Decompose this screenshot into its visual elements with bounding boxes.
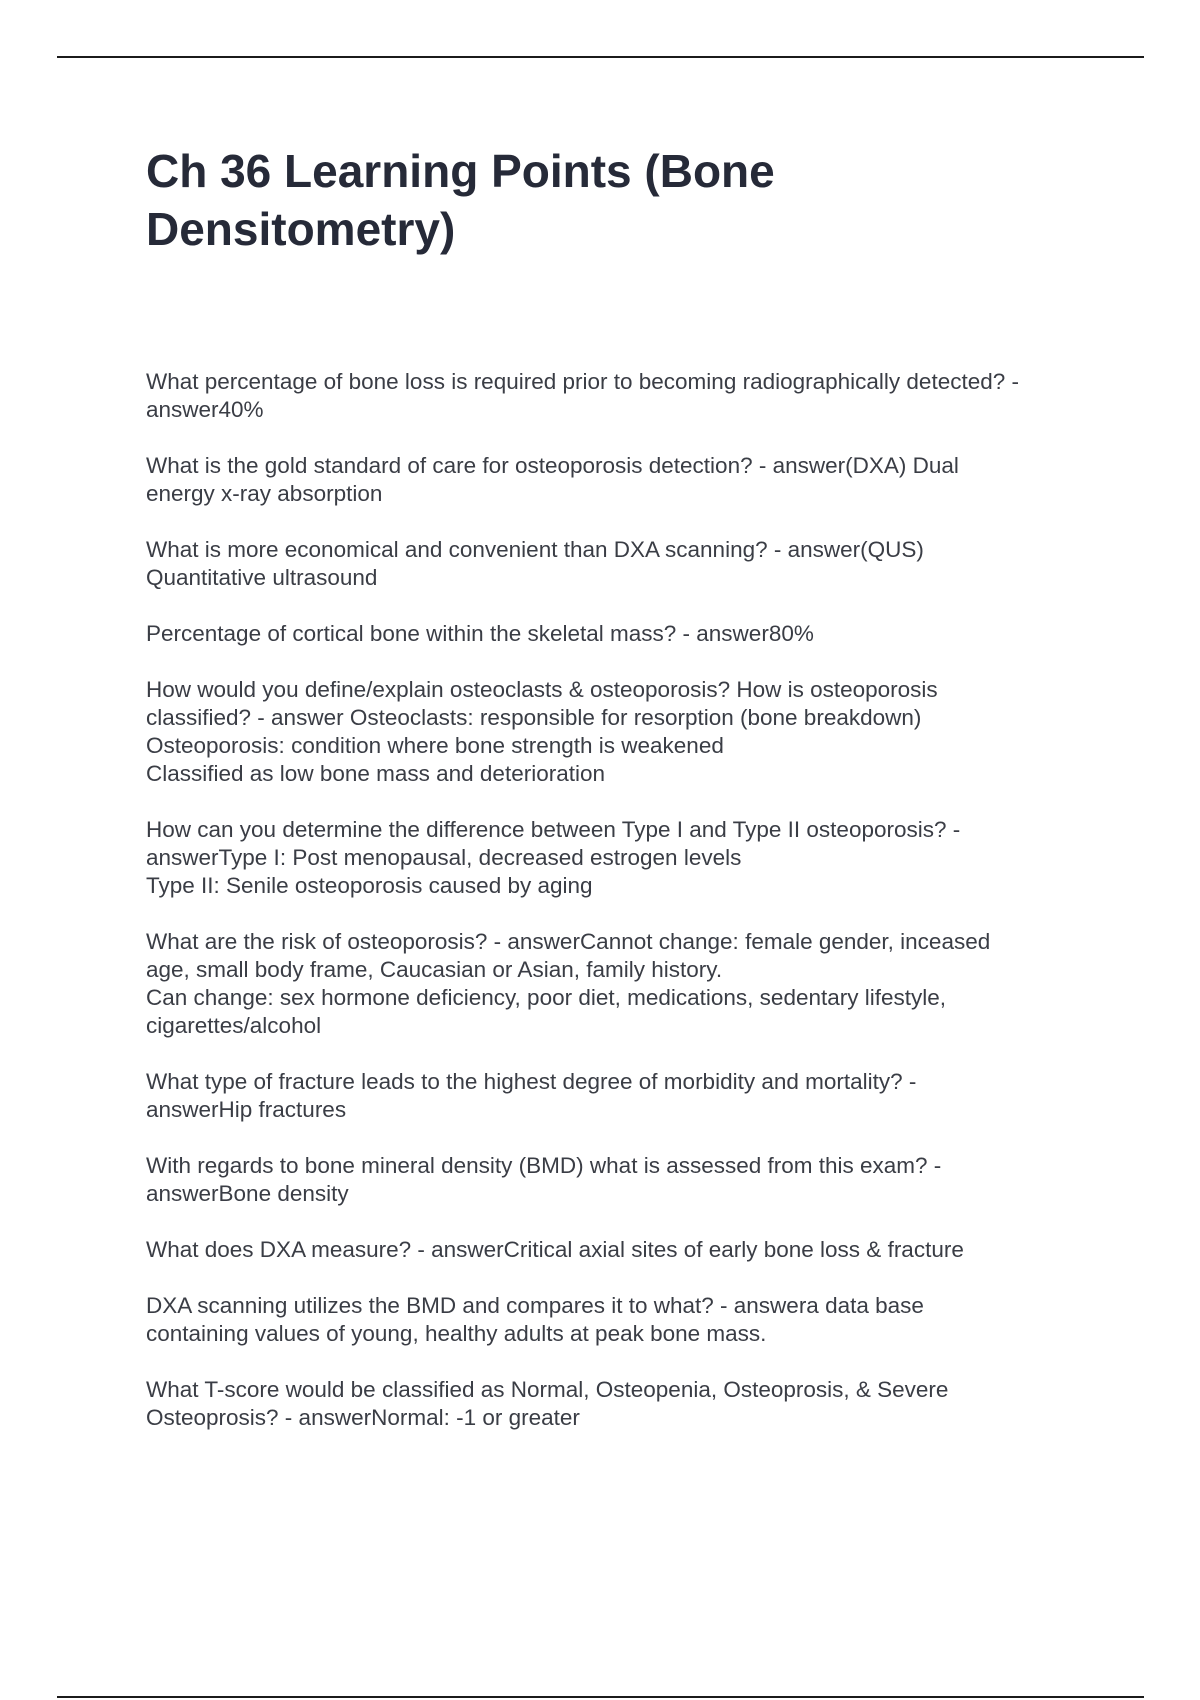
qa-item-5: How would you define/explain osteoclasts & osteoporosis? How is osteoporosis classified? - answer Osteoclasts: responsible for resorption (bone breakdown) Osteoporosis: condition where bone strength is weakened Classified as low bone mass and deterioration [146, 677, 938, 786]
bottom-rule [57, 1696, 1144, 1698]
qa-item-8: What type of fracture leads to the highest degree of morbidity and mortality? - answerHip fractures [146, 1069, 917, 1122]
qa-item-1: What percentage of bone loss is required prior to becoming radiographically detected? - answer40% [146, 369, 1019, 422]
top-rule [57, 56, 1144, 58]
qa-item-6: How can you determine the difference between Type I and Type II osteoporosis? - answerType I: Post menopausal, decreased estrogen levels Type II: Senile osteoporosis caused by aging [146, 817, 961, 898]
title-line-2: Densitometry) [146, 203, 456, 255]
page-title [146, 142, 1046, 258]
qa-item-12: What T-score would be classified as Normal, Osteopenia, Osteoprosis, & Severe Osteoprosis? - answerNormal: -1 or greater [146, 1377, 949, 1430]
title-line-1: Ch 36 Learning Points (Bone [146, 145, 775, 197]
qa-item-9: With regards to bone mineral density (BMD) what is assessed from this exam? - answerBone density [146, 1153, 942, 1206]
qa-item-7: What are the risk of osteoporosis? - answerCannot change: female gender, inceased age, small body frame, Caucasian or Asian, family history. Can change: sex hormone deficiency, poor diet, medications, sedentary lifestyle, cigarettes/alcohol [146, 929, 991, 1038]
qa-item-10: What does DXA measure? - answerCritical axial sites of early bone loss & fracture [146, 1237, 964, 1262]
qa-item-3: What is more economical and convenient than DXA scanning? - answer(QUS) Quantitative ultrasound [146, 537, 924, 590]
qa-item-11: DXA scanning utilizes the BMD and compares it to what? - answera data base containing values of young, healthy adults at peak bone mass. [146, 1293, 924, 1346]
qa-list [146, 368, 1096, 1460]
qa-item-2: What is the gold standard of care for osteoporosis detection? - answer(DXA) Dual energy x-ray absorption [146, 453, 959, 506]
qa-item-4: Percentage of cortical bone within the skeletal mass? - answer80% [146, 621, 814, 646]
